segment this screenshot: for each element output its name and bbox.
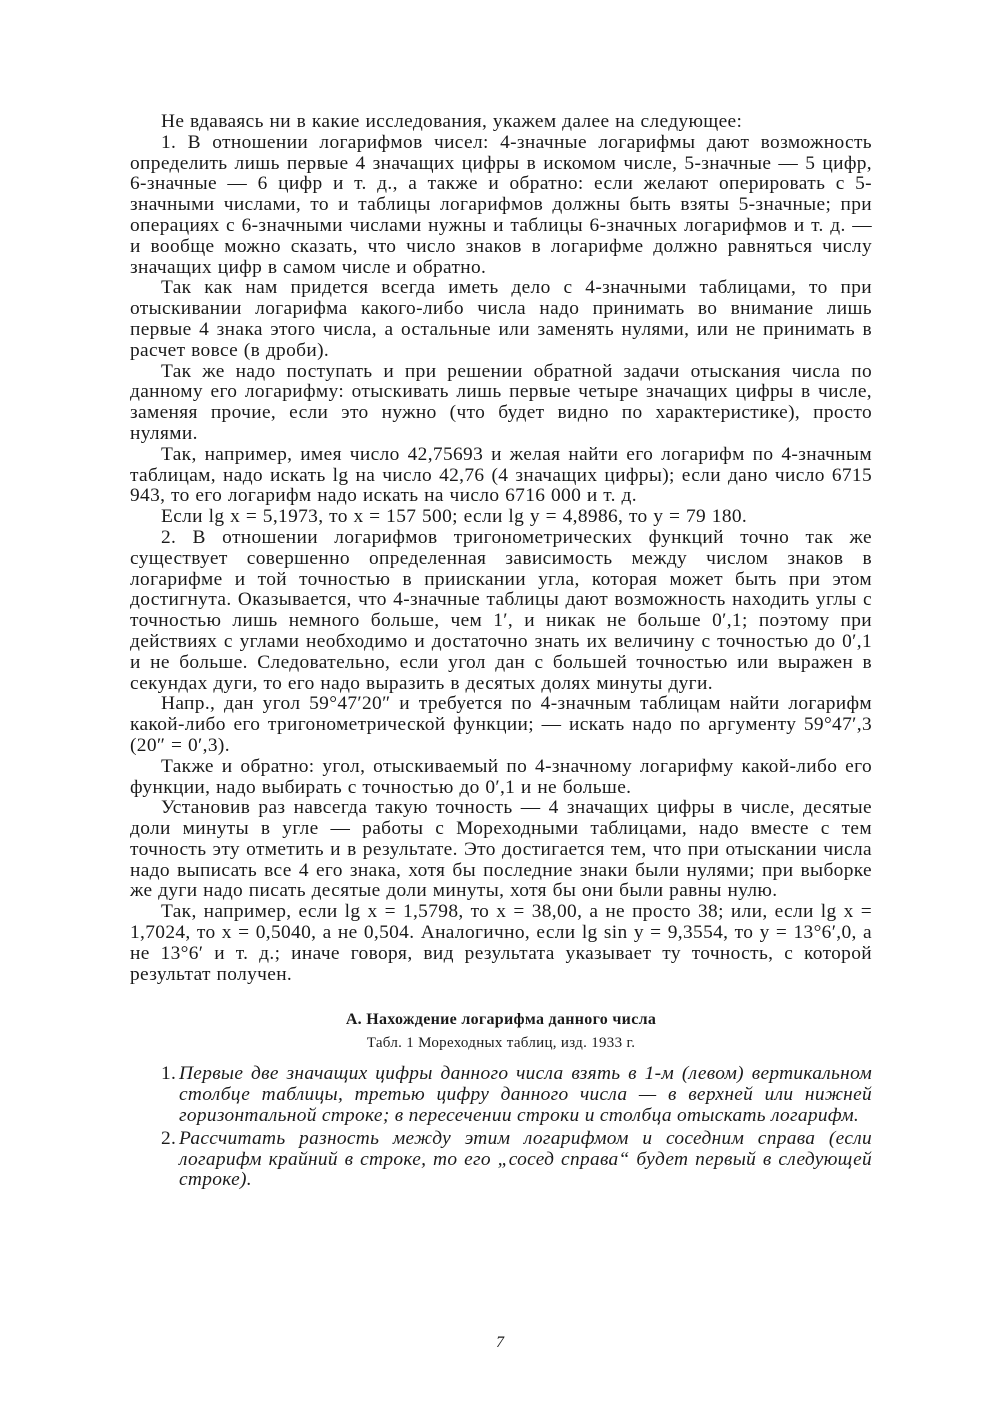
paragraph: Так как нам придется всегда иметь дело с 4-значными таблицами, то при отыскивании логарифма какого-либо числа надо принимать во внимание лишь первые 4 знака этого числа, а остальные или заменять нулями, или не принимать в расчет вовсе (в дроби). — [130, 277, 872, 361]
paragraph: Также и обратно: угол, отыскиваемый по 4-значному логарифму какой-либо его функции, надо выбирать с точностью до 0′,1 и не больше. — [130, 755, 872, 798]
paragraph: Так же надо поступать и при решении обратной задачи отыскания числа по данному его логарифму: отыскивать лишь первые четыре значащих цифры в числе, заменяя прочие, если это нужно (что будет видно по характеристике), просто нулями. — [130, 360, 872, 444]
paragraph: Установив раз навсегда такую точность — 4 значащих цифры в числе, десятые доли минуты в угле — работы с Мореходными таблицами, надо вместе с тем точность эту отметить и в результате. Это достигается тем, что при отыскании числа надо выписать все 4 его знака, хотя бы последние знаки были нулями; при выборке же дуги надо писать десятые доли минуты, хотя бы они были равны нулю. — [130, 797, 872, 902]
paragraph: Напр., дан угол 59°47′20″ и требуется по 4-значным таблицам найти логарифм какой-либо его тригонометрической функции; — искать надо по аргументу 59°47′,3 (20″ = 0′,3). — [130, 693, 872, 756]
paragraph: 2. В отношении логарифмов тригонометрических функций точно так же существует совершенно определенная зависимость между числом знаков в логарифме и той точностью в приискании угла, которая может быть при этом достигнута. Оказывается, что 4-значные таблицы дают возможность находить углы с точностью лишь немного больше, чем 1′, и никак не больше 0′,1; поэтому при действиях с углами необходимо и достаточно знать их величину с точностью до 0′,1 и не больше. Следовательно, если угол дан с большей точностью или выражен в секундах дуги, то его надо выразить в десятых долях минуты дуги. — [130, 526, 872, 694]
list-item-text: Первые две значащих цифры данного числа взять в 1-м (левом) вертикальном столбце таблицы, третью цифру данного числа — в верхней или нижней горизонтальной строке; в пересечении строки и столбца отыскать логарифм. — [179, 1063, 872, 1127]
list-item-number: 1. — [161, 1063, 177, 1085]
paragraph: Если lg x = 5,1973, то x = 157 500; если lg y = 4,8986, то y = 79 180. — [161, 506, 748, 528]
paragraph: Так, например, если lg x = 1,5798, то x = 38,00, а не просто 38; или, если lg x = 1,7024, то x = 0,5040, а не 0,504. Аналогично, если lg sin y = 9,3554, то y = 13°6′,0, а не 13°6′ и т. д.; иначе говоря, вид результата указывает ту точность, с которой результат получен. — [130, 901, 872, 985]
list-item-text: Рассчитать разность между этим логарифмом и соседним справа (если логарифм крайний в строке, то его „сосед справа“ будет первый в следующей строке). — [179, 1127, 872, 1191]
section-subheading: Табл. 1 Мореходных таблиц, изд. 1933 г. — [366, 1035, 636, 1052]
list-item — [130, 1064, 872, 1126]
section-heading: А. Нахождение логарифма данного числа — [345, 1011, 657, 1029]
paragraph: 1. В отношении логарифмов чисел: 4-значные логарифмы дают возможность определить лишь первые 4 значащих цифры в искомом числе, 5-значные — 5 цифр, 6-значные — 6 цифр и т. д., а также и обратно: если желают оперировать с 5-значными числами, то и таблицы логарифмов должны быть взяты 5-значные; при операциях с 6-значными числами нужны и таблицы 6-значных логарифмов и т. д. — и вообще можно сказать, что число знаков в логарифме должно равняться числу значащих цифр в самом числе и обратно. — [130, 131, 872, 278]
paragraph: Не вдаваясь ни в какие исследования, укажем далее на следующее: — [161, 111, 743, 132]
list-item — [130, 1129, 872, 1191]
page-number: 7 — [496, 1334, 504, 1351]
list-item-number: 2. — [161, 1127, 177, 1149]
page-body — [130, 112, 872, 1193]
instruction-list — [130, 1064, 872, 1191]
paragraph: Так, например, имея число 42,75693 и желая найти его логарифм по 4-значным таблицам, надо искать lg на число 42,76 (4 значащих цифры); если дано число 6715 943, то его логарифм надо искать на число 6716 000 и т. д. — [130, 443, 872, 507]
